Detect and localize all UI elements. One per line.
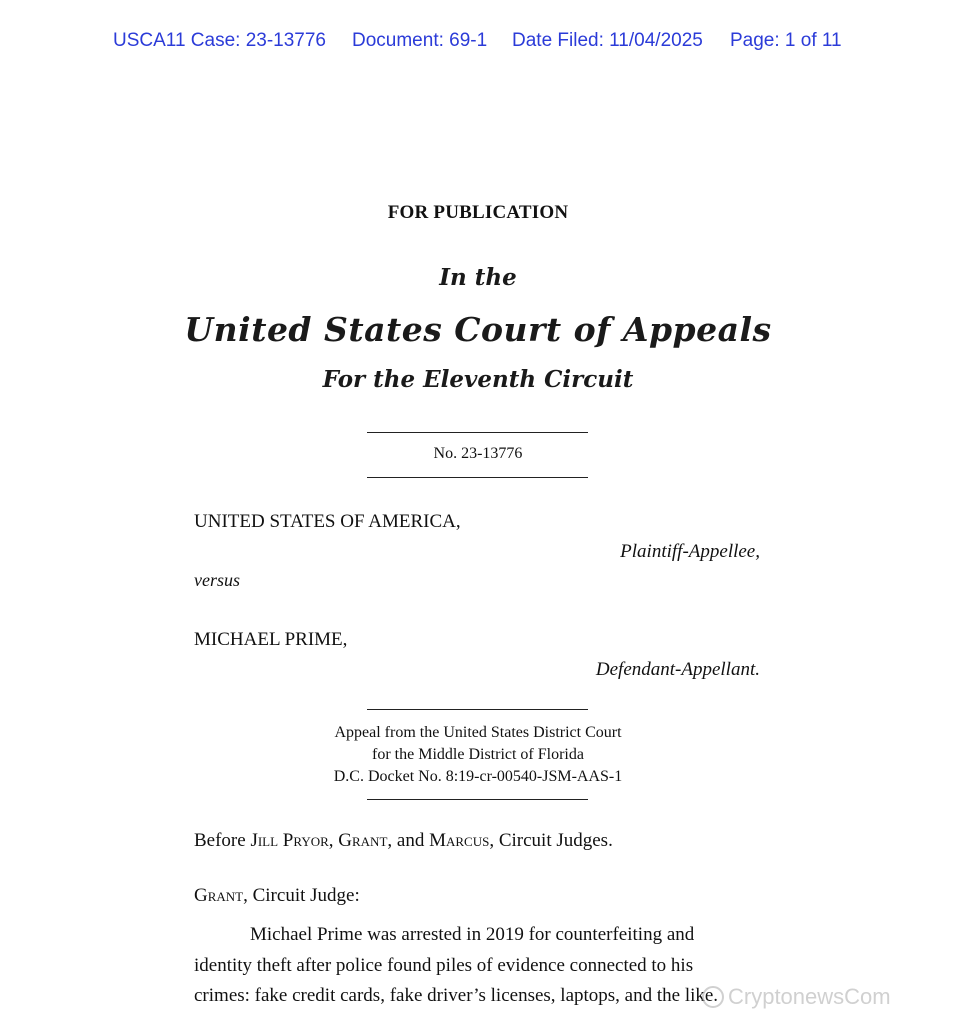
judge-name: Grant — [338, 830, 388, 851]
judge-name: Marcus — [429, 830, 490, 851]
divider-rule — [367, 709, 588, 710]
panel-separator: , and — [387, 830, 430, 851]
stamp-date-filed: Date Filed: 11/04/2025 — [512, 30, 703, 51]
opinion-line: crimes: fake credit cards, fake driver’s licenses, laptops, and the like. — [194, 985, 719, 1006]
stamp-case-number: USCA11 Case: 23-13776 — [113, 30, 326, 51]
defendant-name: MICHAEL PRIME, — [194, 629, 348, 650]
stamp-page: Page: 1 of 11 — [730, 30, 842, 51]
plaintiff-role: Plaintiff-Appellee, — [620, 541, 760, 562]
watermark-text: CryptonewsCom — [728, 984, 891, 1009]
author-name: Grant — [194, 885, 244, 906]
docket-number: D.C. Docket No. 8:19-cr-00540-JSM-AAS-1 — [333, 768, 623, 785]
panel-tail: , Circuit Judges. — [489, 830, 613, 851]
appeal-line: for the Middle District of Florida — [372, 746, 584, 763]
defendant-role: Defendant-Appellant. — [595, 659, 760, 680]
versus-label: versus — [194, 570, 240, 590]
appeal-block — [0, 722, 956, 788]
judge-name: Jill Pryor — [250, 830, 329, 851]
panel-line — [194, 830, 613, 852]
publication-status: FOR PUBLICATION — [387, 202, 569, 223]
court-heading-in-the: In the — [439, 264, 517, 291]
divider-rule — [367, 477, 588, 478]
opinion-line: identity theft after police found piles of evidence connected to his — [194, 954, 694, 976]
author-title: , Circuit Judge: — [243, 885, 360, 906]
opinion-line: Michael Prime was arrested in 2019 for counterfeiting and — [250, 924, 695, 945]
appeal-line: Appeal from the United States District Court — [334, 724, 622, 741]
divider-rule — [367, 432, 588, 433]
watermark-logo-icon — [702, 986, 724, 1008]
opinion-paragraph — [194, 920, 762, 1012]
panel-before: Before — [194, 830, 251, 851]
divider-rule — [367, 799, 588, 800]
opinion-author — [194, 885, 360, 907]
court-circuit: For the Eleventh Circuit — [322, 366, 634, 393]
court-name: United States Court of Appeals — [184, 310, 772, 349]
watermark — [702, 984, 891, 1010]
panel-separator: , — [328, 830, 339, 851]
plaintiff-name: UNITED STATES OF AMERICA, — [194, 511, 461, 532]
case-number: No. 23-13776 — [433, 445, 523, 462]
stamp-document: Document: 69-1 — [352, 30, 488, 51]
